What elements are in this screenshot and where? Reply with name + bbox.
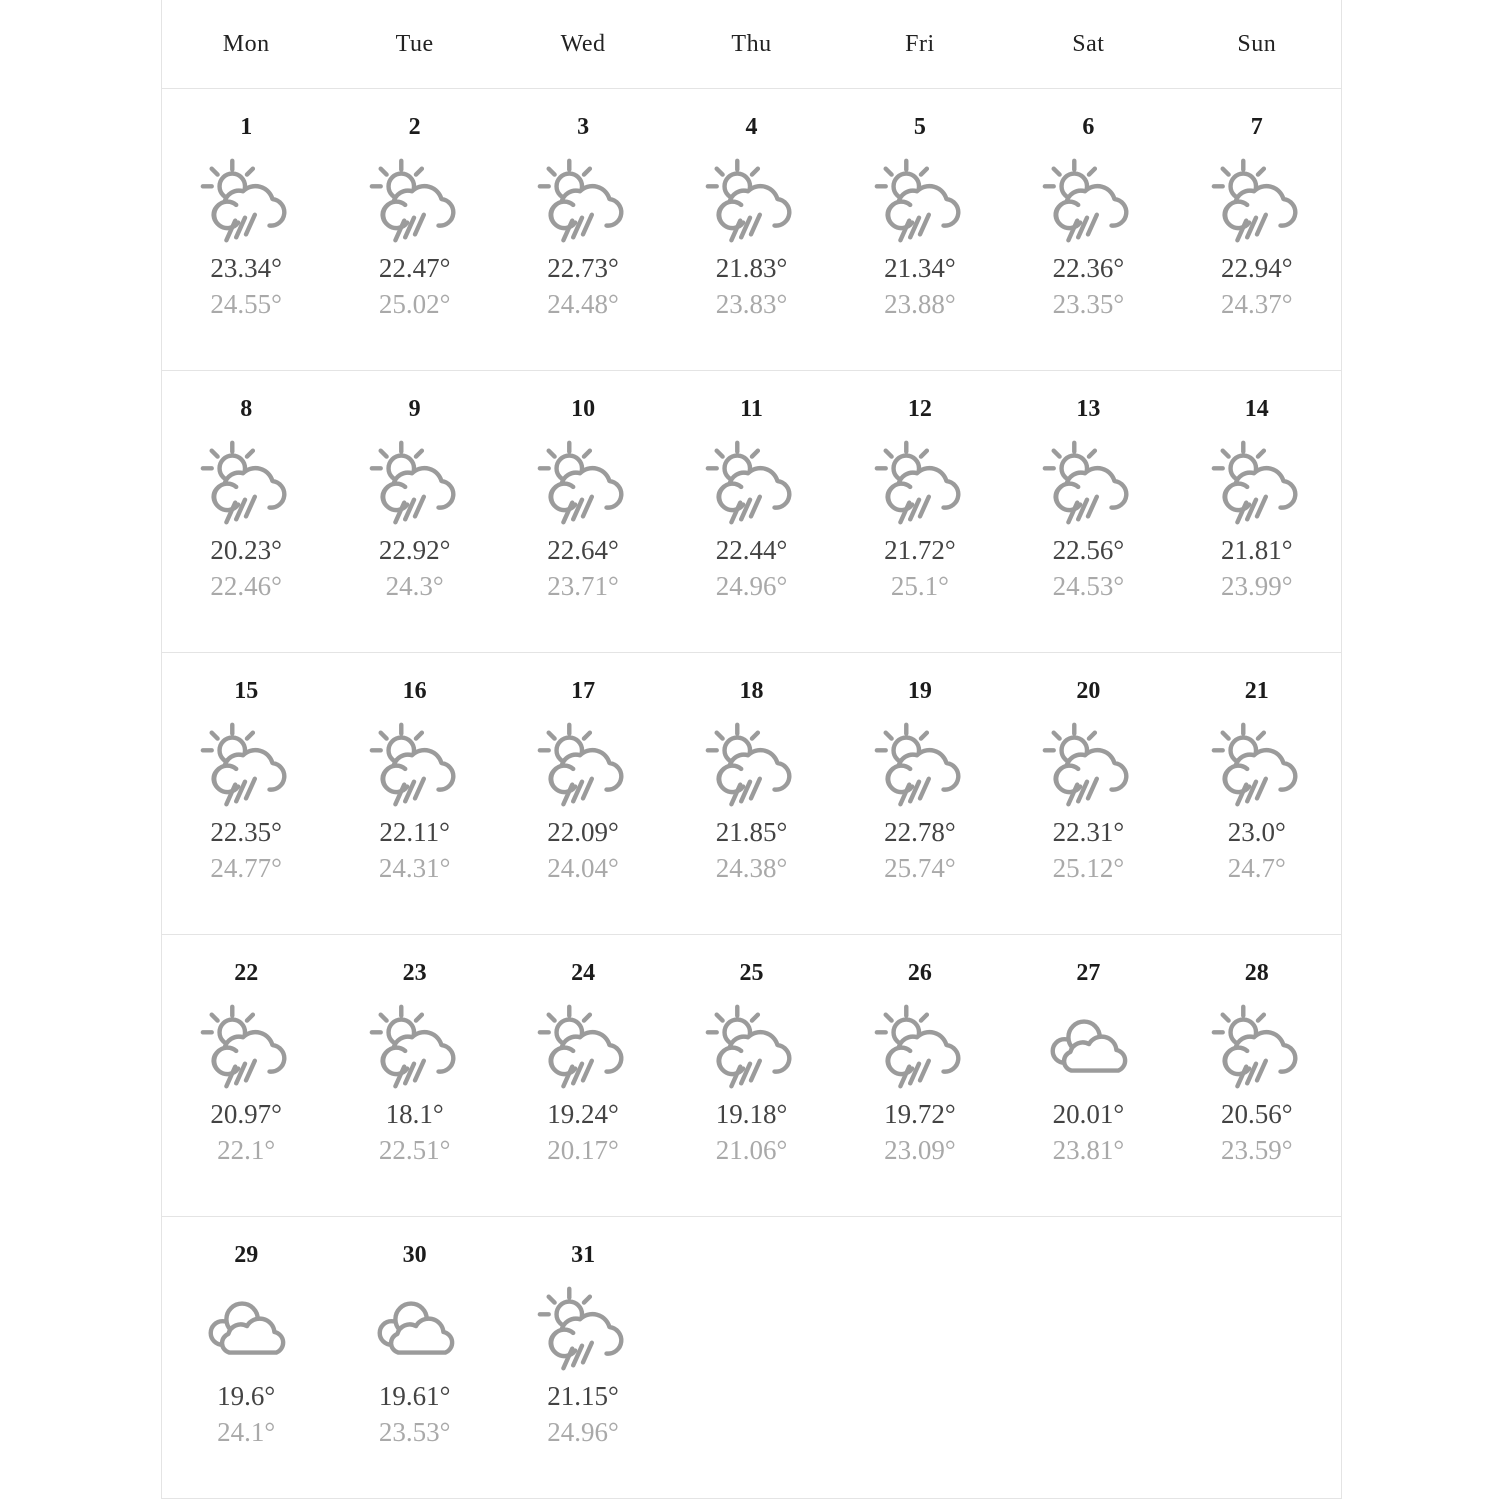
temp-min-value: 21.81° — [1221, 534, 1293, 565]
temp-max-value: 23.35° — [1052, 289, 1125, 320]
sun-rain-icon — [702, 154, 800, 252]
temp-max-value: 24.55° — [210, 289, 282, 320]
sun-rain-icon — [871, 436, 969, 534]
temp-max-value: 23.81° — [1052, 1135, 1125, 1166]
day-cell-29[interactable] — [162, 1217, 330, 1498]
day-cell-7[interactable] — [1173, 89, 1341, 370]
sun-rain-icon — [1208, 154, 1306, 252]
temp-max-value: 24.96° — [715, 571, 788, 602]
day-number: 25 — [739, 960, 764, 986]
day-cell-10[interactable] — [499, 371, 667, 652]
temp-max-value: 25.12° — [1052, 853, 1125, 884]
sun-rain-icon — [871, 718, 969, 816]
weekday-label-thu: Thu — [731, 30, 772, 57]
temp-min-value: 19.6° — [217, 1380, 276, 1411]
day-cell-30[interactable] — [330, 1217, 498, 1498]
day-cell-24[interactable] — [499, 935, 667, 1216]
sun-rain-icon — [534, 154, 632, 252]
sun-rain-icon — [702, 436, 800, 534]
sun-rain-icon — [534, 1000, 632, 1098]
temp-max-value: 24.48° — [547, 289, 619, 320]
day-cell-5[interactable] — [836, 89, 1004, 370]
day-number: 27 — [1076, 960, 1101, 986]
temp-min-value: 22.11° — [379, 816, 450, 847]
sun-rain-icon — [1208, 718, 1306, 816]
day-cell-25[interactable] — [667, 935, 835, 1216]
temp-min-value: 20.97° — [210, 1098, 282, 1129]
day-cell-19[interactable] — [836, 653, 1004, 934]
temp-max-value: 25.74° — [884, 853, 956, 884]
day-cell-3[interactable] — [499, 89, 667, 370]
temp-max-value: 23.99° — [1221, 571, 1293, 602]
temp-min-value: 21.34° — [884, 252, 956, 283]
day-number: 5 — [913, 114, 926, 140]
day-cell-2[interactable] — [330, 89, 498, 370]
day-number: 8 — [240, 396, 253, 422]
sun-rain-icon — [197, 436, 295, 534]
day-number: 11 — [740, 396, 763, 422]
temp-min-value: 22.78° — [884, 816, 956, 847]
day-number: 1 — [240, 114, 253, 140]
day-number: 19 — [907, 678, 932, 704]
temp-min-value: 19.72° — [884, 1098, 956, 1129]
sun-rain-icon — [366, 154, 464, 252]
day-number: 22 — [234, 960, 259, 986]
day-cell-23[interactable] — [330, 935, 498, 1216]
weekday-label-tue: Tue — [395, 30, 434, 57]
weekday-header-row — [162, 0, 1341, 89]
weather-calendar — [161, 0, 1342, 1499]
temp-min-value: 22.92° — [378, 534, 451, 565]
temp-max-value: 24.7° — [1227, 853, 1286, 884]
temp-max-value: 24.04° — [547, 853, 619, 884]
temp-max-value: 23.88° — [884, 289, 956, 320]
temp-max-value: 24.37° — [1221, 289, 1293, 320]
day-number: 14 — [1244, 396, 1269, 422]
day-number: 26 — [907, 960, 932, 986]
temp-max-value: 24.96° — [547, 1417, 619, 1448]
day-number: 9 — [408, 396, 421, 422]
temp-min-value: 20.23° — [210, 534, 282, 565]
sun-rain-icon — [366, 1000, 464, 1098]
day-cell-21[interactable] — [1173, 653, 1341, 934]
temp-min-value: 20.56° — [1221, 1098, 1293, 1129]
temp-max-value: 24.31° — [378, 853, 451, 884]
weekday-label-sat: Sat — [1072, 30, 1105, 57]
day-cell-22[interactable] — [162, 935, 330, 1216]
temp-min-value: 19.18° — [715, 1098, 788, 1129]
day-cell-11[interactable] — [667, 371, 835, 652]
temp-max-value: 22.1° — [217, 1135, 276, 1166]
temp-min-value: 18.1° — [385, 1098, 444, 1129]
sun-rain-icon — [1039, 436, 1137, 534]
day-number: 20 — [1076, 678, 1101, 704]
empty-day-cell — [836, 1217, 1004, 1498]
cloudy-icon — [197, 1282, 295, 1380]
sun-rain-icon — [197, 1000, 295, 1098]
temp-min-value: 22.73° — [547, 252, 619, 283]
temp-max-value: 22.46° — [210, 571, 282, 602]
week-row-3 — [162, 653, 1341, 935]
cloudy-icon — [1039, 1000, 1137, 1098]
week-row-4 — [162, 935, 1341, 1217]
temp-min-value: 23.0° — [1227, 816, 1286, 847]
temp-min-value: 22.94° — [1221, 252, 1293, 283]
temp-max-value: 23.09° — [884, 1135, 956, 1166]
temp-min-value: 19.24° — [547, 1098, 619, 1129]
sun-rain-icon — [1208, 436, 1306, 534]
day-number: 3 — [577, 114, 590, 140]
temp-max-value: 21.06° — [715, 1135, 788, 1166]
day-number: 31 — [571, 1242, 596, 1268]
day-cell-17[interactable] — [499, 653, 667, 934]
day-cell-15[interactable] — [162, 653, 330, 934]
temp-min-value: 21.15° — [547, 1380, 619, 1411]
temp-min-value: 22.64° — [547, 534, 619, 565]
temp-min-value: 22.31° — [1052, 816, 1125, 847]
day-cell-12[interactable] — [836, 371, 1004, 652]
weekday-label-wed: Wed — [560, 30, 606, 57]
day-number: 17 — [571, 678, 596, 704]
temp-max-value: 23.53° — [378, 1417, 451, 1448]
empty-day-cell — [1173, 1217, 1341, 1498]
sun-rain-icon — [534, 436, 632, 534]
sun-rain-icon — [366, 718, 464, 816]
temp-min-value: 20.01° — [1052, 1098, 1125, 1129]
weekday-label-mon: Mon — [222, 30, 270, 57]
day-number: 30 — [402, 1242, 427, 1268]
day-cell-31[interactable] — [499, 1217, 667, 1498]
day-cell-20[interactable] — [1004, 653, 1172, 934]
week-row-1 — [162, 89, 1341, 371]
day-cell-16[interactable] — [330, 653, 498, 934]
temp-min-value: 22.56° — [1052, 534, 1125, 565]
temp-max-value: 24.1° — [217, 1417, 276, 1448]
sun-rain-icon — [366, 436, 464, 534]
sun-rain-icon — [871, 154, 969, 252]
sun-rain-icon — [1039, 718, 1137, 816]
day-cell-28[interactable] — [1173, 935, 1341, 1216]
day-cell-13[interactable] — [1004, 371, 1172, 652]
temp-min-value: 22.09° — [547, 816, 619, 847]
day-cell-1[interactable] — [162, 89, 330, 370]
temp-max-value: 24.53° — [1052, 571, 1125, 602]
sun-rain-icon — [197, 154, 295, 252]
sun-rain-icon — [702, 1000, 800, 1098]
day-number: 21 — [1244, 678, 1269, 704]
temp-max-value: 20.17° — [547, 1135, 619, 1166]
day-cell-4[interactable] — [667, 89, 835, 370]
temp-max-value: 23.71° — [547, 571, 619, 602]
sun-rain-icon — [702, 718, 800, 816]
temp-max-value: 25.02° — [378, 289, 451, 320]
empty-day-cell — [667, 1217, 835, 1498]
temp-max-value: 24.77° — [210, 853, 282, 884]
sun-rain-icon — [1208, 1000, 1306, 1098]
temp-min-value: 22.36° — [1052, 252, 1125, 283]
temp-min-value: 21.83° — [715, 252, 788, 283]
temp-min-value: 21.72° — [884, 534, 956, 565]
empty-day-cell — [1004, 1217, 1172, 1498]
calendar-weeks — [162, 89, 1341, 1499]
day-cell-9[interactable] — [330, 371, 498, 652]
day-number: 12 — [907, 396, 932, 422]
day-number: 18 — [739, 678, 764, 704]
sun-rain-icon — [1039, 154, 1137, 252]
day-number: 23 — [402, 960, 427, 986]
day-number: 28 — [1244, 960, 1269, 986]
day-cell-14[interactable] — [1173, 371, 1341, 652]
week-row-2 — [162, 371, 1341, 653]
sun-rain-icon — [534, 718, 632, 816]
day-cell-26[interactable] — [836, 935, 1004, 1216]
temp-max-value: 25.1° — [890, 571, 949, 602]
temp-min-value: 19.61° — [378, 1380, 451, 1411]
day-number: 24 — [571, 960, 596, 986]
temp-min-value: 21.85° — [715, 816, 788, 847]
day-number: 29 — [234, 1242, 259, 1268]
weekday-label-fri: Fri — [905, 30, 935, 57]
temp-min-value: 23.34° — [210, 252, 282, 283]
sun-rain-icon — [871, 1000, 969, 1098]
day-cell-18[interactable] — [667, 653, 835, 934]
day-number: 2 — [408, 114, 421, 140]
sun-rain-icon — [534, 1282, 632, 1380]
temp-min-value: 22.47° — [378, 252, 451, 283]
day-cell-27[interactable] — [1004, 935, 1172, 1216]
day-cell-6[interactable] — [1004, 89, 1172, 370]
day-number: 6 — [1082, 114, 1095, 140]
weekday-label-sun: Sun — [1237, 30, 1277, 57]
temp-max-value: 23.59° — [1221, 1135, 1293, 1166]
week-row-5 — [162, 1217, 1341, 1499]
temp-max-value: 23.83° — [715, 289, 788, 320]
temp-min-value: 22.35° — [210, 816, 282, 847]
day-number: 13 — [1076, 396, 1101, 422]
sun-rain-icon — [197, 718, 295, 816]
cloudy-icon — [366, 1282, 464, 1380]
temp-max-value: 24.38° — [715, 853, 788, 884]
day-cell-8[interactable] — [162, 371, 330, 652]
temp-max-value: 22.51° — [378, 1135, 451, 1166]
day-number: 16 — [402, 678, 427, 704]
temp-min-value: 22.44° — [715, 534, 788, 565]
day-number: 4 — [745, 114, 758, 140]
day-number: 15 — [234, 678, 259, 704]
day-number: 10 — [571, 396, 596, 422]
temp-max-value: 24.3° — [385, 571, 444, 602]
day-number: 7 — [1250, 114, 1263, 140]
